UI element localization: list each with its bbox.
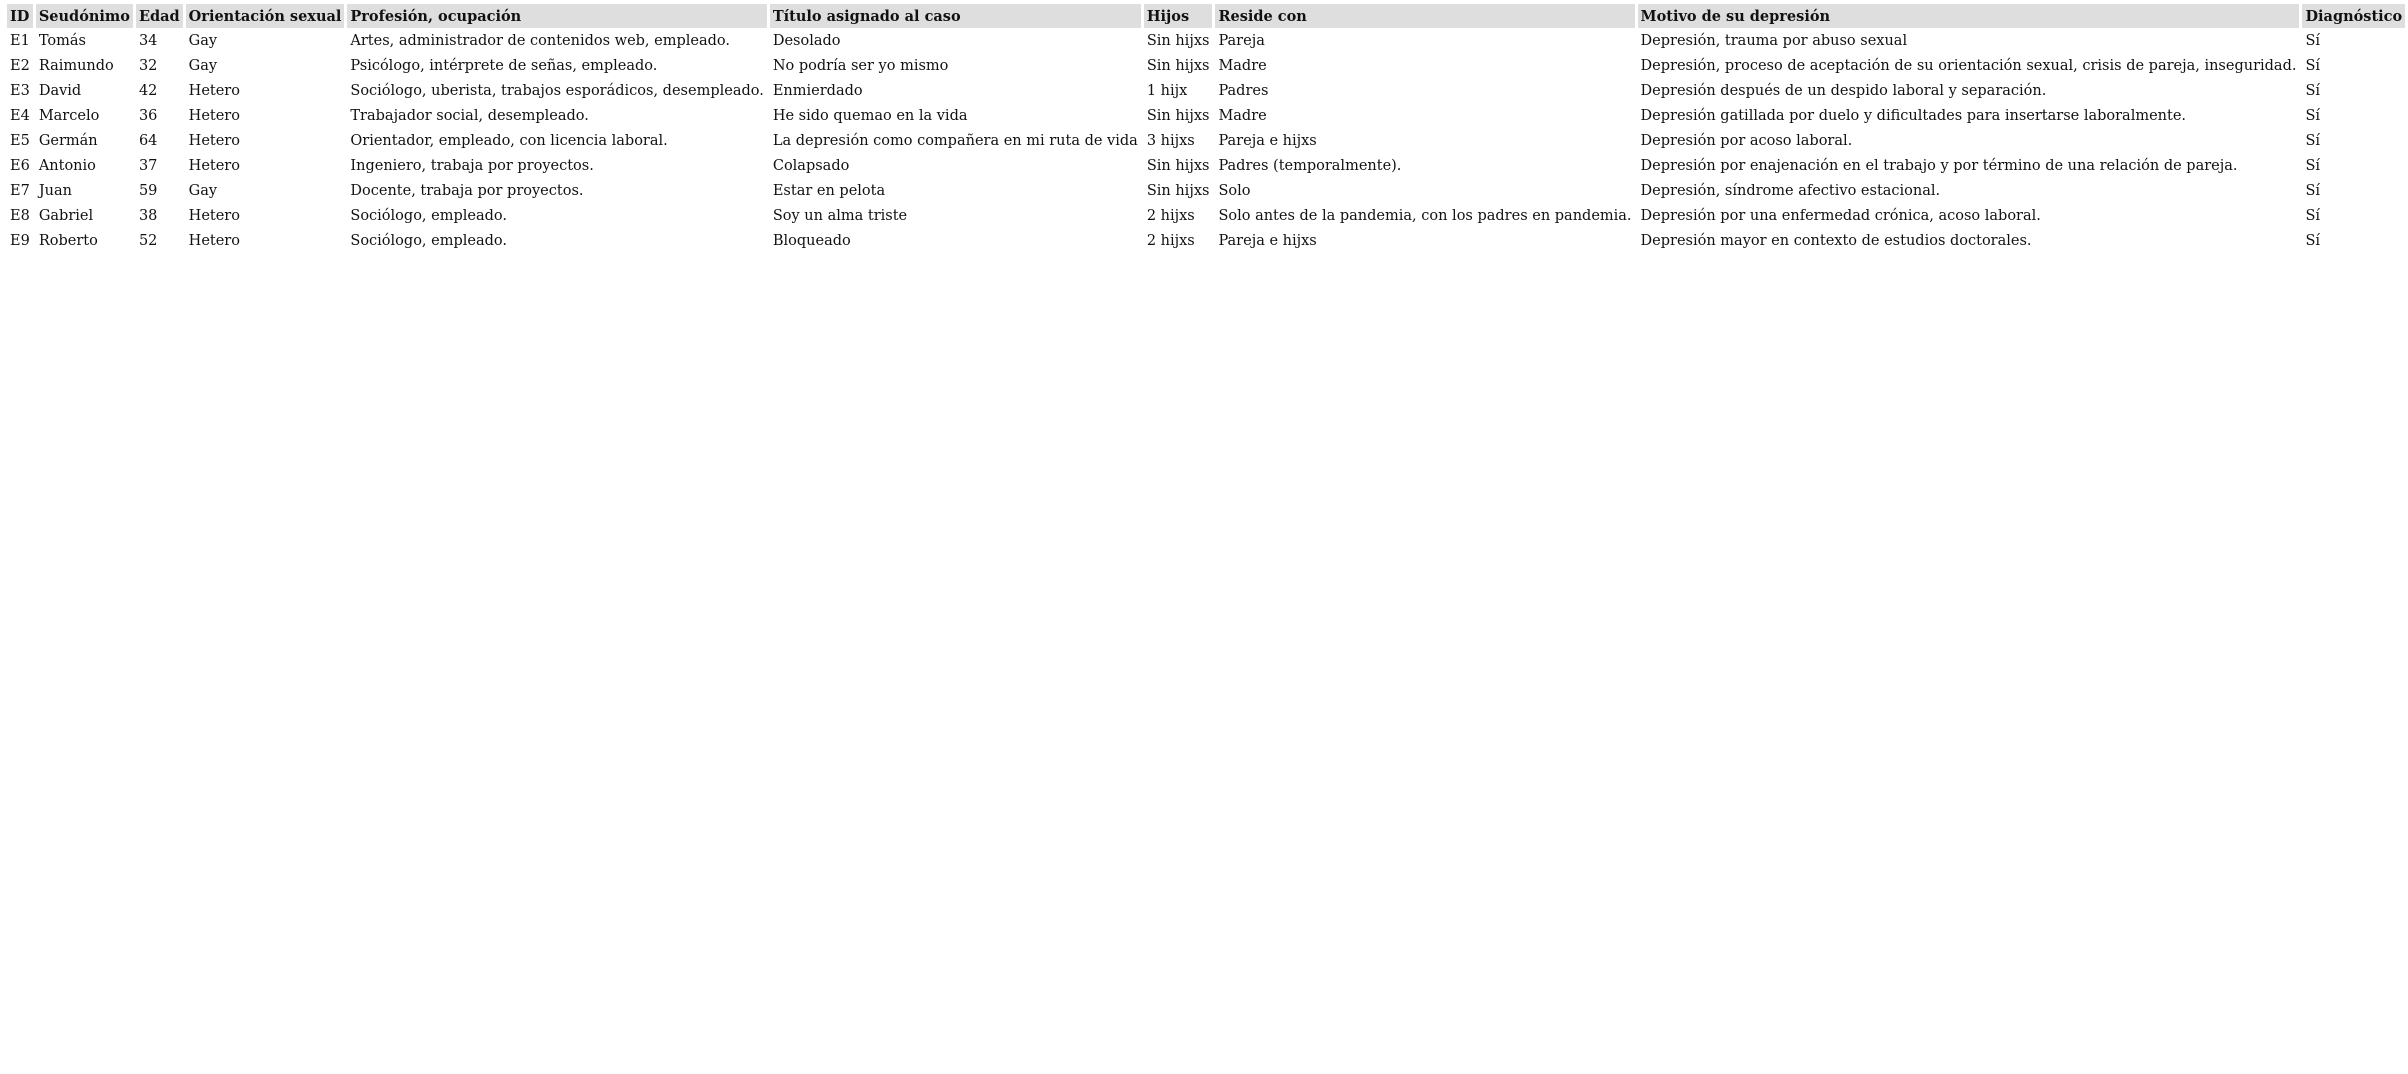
header-row xyxy=(7,4,2405,28)
cell-age: 37 xyxy=(138,157,158,174)
cell-pseudonym: Germán xyxy=(38,132,98,149)
table-row xyxy=(7,28,2405,53)
cell-reason: Depresión, trauma por abuso sexual xyxy=(1640,32,1908,49)
header-children: Hijos xyxy=(1144,4,1213,28)
cell-orientation: Hetero xyxy=(188,82,240,99)
header-reason: Motivo de su depresión xyxy=(1638,4,2300,28)
table-row xyxy=(7,153,2405,178)
cell-id: E9 xyxy=(10,232,30,249)
cell-children: Sin hijxs xyxy=(1146,57,1210,74)
cell-reason: Depresión, síndrome afectivo estacional. xyxy=(1640,182,1941,199)
cell-case-title: Enmierdado xyxy=(772,82,863,99)
cell-id: E2 xyxy=(10,57,30,74)
cell-orientation: Gay xyxy=(188,182,218,199)
cell-reason: Depresión, proceso de aceptación de su orientación sexual, crisis de pareja, inseguridad. xyxy=(1640,57,2297,74)
cell-lives-with: Pareja e hijxs xyxy=(1218,232,1317,249)
cell-pseudonym: Antonio xyxy=(38,157,96,174)
cell-lives-with: Padres (temporalmente). xyxy=(1218,157,1402,174)
cell-id: E1 xyxy=(10,32,30,49)
cell-case-title: Colapsado xyxy=(772,157,850,174)
cell-reason: Depresión mayor en contexto de estudios doctorales. xyxy=(1640,232,2032,249)
cell-children: Sin hijxs xyxy=(1146,157,1210,174)
cell-pseudonym: Juan xyxy=(38,182,72,199)
cell-orientation: Hetero xyxy=(188,207,240,224)
cell-lives-with: Solo antes de la pandemia, con los padres en pandemia. xyxy=(1218,207,1632,224)
header-lives-with: Reside con xyxy=(1215,4,1634,28)
cell-orientation: Hetero xyxy=(188,132,240,149)
header-age: Edad xyxy=(136,4,183,28)
cell-profession: Docente, trabaja por proyectos. xyxy=(350,182,584,199)
cell-orientation: Gay xyxy=(188,32,218,49)
cell-children: 1 hijx xyxy=(1146,82,1188,99)
cell-profession: Orientador, empleado, con licencia laboral. xyxy=(350,132,668,149)
cell-case-title: No podría ser yo mismo xyxy=(772,57,949,74)
cell-orientation: Gay xyxy=(188,57,218,74)
table-row xyxy=(7,203,2405,228)
cell-children: 2 hijxs xyxy=(1146,232,1195,249)
cell-pseudonym: Roberto xyxy=(38,232,98,249)
cell-lives-with: Padres xyxy=(1218,82,1269,99)
table-row xyxy=(7,78,2405,103)
cell-age: 38 xyxy=(138,207,158,224)
cell-case-title: Bloqueado xyxy=(772,232,851,249)
cell-reason: Depresión por enajenación en el trabajo y por término de una relación de pareja. xyxy=(1640,157,2238,174)
cell-diagnosis: Sí xyxy=(2305,57,2321,74)
table-body xyxy=(7,28,2405,253)
cell-profession: Artes, administrador de contenidos web, empleado. xyxy=(350,32,730,49)
cell-case-title: Desolado xyxy=(772,32,841,49)
page xyxy=(0,0,2403,253)
cell-age: 52 xyxy=(138,232,158,249)
cell-pseudonym: David xyxy=(38,82,82,99)
table-row xyxy=(7,228,2405,253)
cell-id: E4 xyxy=(10,107,30,124)
cell-orientation: Hetero xyxy=(188,157,240,174)
cell-diagnosis: Sí xyxy=(2305,207,2321,224)
cell-age: 34 xyxy=(138,32,158,49)
cell-id: E8 xyxy=(10,207,30,224)
cell-diagnosis: Sí xyxy=(2305,132,2321,149)
cell-children: 2 hijxs xyxy=(1146,207,1195,224)
table-row xyxy=(7,128,2405,153)
header-profession: Profesión, ocupación xyxy=(347,4,766,28)
cell-age: 42 xyxy=(138,82,158,99)
table-header xyxy=(7,4,2405,28)
cell-age: 64 xyxy=(138,132,158,149)
cell-orientation: Hetero xyxy=(188,232,240,249)
cell-diagnosis: Sí xyxy=(2305,107,2321,124)
cell-reason: Depresión gatillada por duelo y dificultades para insertarse laboralmente. xyxy=(1640,107,2187,124)
cell-lives-with: Pareja e hijxs xyxy=(1218,132,1317,149)
cell-lives-with: Pareja xyxy=(1218,32,1265,49)
table-row xyxy=(7,53,2405,78)
header-id: ID xyxy=(7,4,33,28)
cell-children: 3 hijxs xyxy=(1146,132,1195,149)
cell-age: 36 xyxy=(138,107,158,124)
cell-profession: Sociólogo, uberista, trabajos esporádicos, desempleado. xyxy=(350,82,764,99)
cell-lives-with: Madre xyxy=(1218,57,1267,74)
cell-profession: Psicólogo, intérprete de señas, empleado. xyxy=(350,57,658,74)
cell-case-title: Estar en pelota xyxy=(772,182,886,199)
cell-children: Sin hijxs xyxy=(1146,107,1210,124)
cell-profession: Sociólogo, empleado. xyxy=(350,232,507,249)
cell-pseudonym: Marcelo xyxy=(38,107,100,124)
cell-diagnosis: Sí xyxy=(2305,232,2321,249)
cell-reason: Depresión por una enfermedad crónica, acoso laboral. xyxy=(1640,207,2041,224)
cell-profession: Ingeniero, trabaja por proyectos. xyxy=(350,157,594,174)
cell-children: Sin hijxs xyxy=(1146,32,1210,49)
cell-pseudonym: Tomás xyxy=(38,32,86,49)
cell-children: Sin hijxs xyxy=(1146,182,1210,199)
cell-case-title: La depresión como compañera en mi ruta de vida xyxy=(772,132,1138,149)
cell-case-title: Soy un alma triste xyxy=(772,207,908,224)
cell-id: E5 xyxy=(10,132,30,149)
cell-diagnosis: Sí xyxy=(2305,32,2321,49)
cell-age: 32 xyxy=(138,57,158,74)
cell-id: E7 xyxy=(10,182,30,199)
cell-reason: Depresión después de un despido laboral y separación. xyxy=(1640,82,2047,99)
cell-profession: Trabajador social, desempleado. xyxy=(350,107,589,124)
participants-table xyxy=(4,4,2408,253)
cell-lives-with: Solo xyxy=(1218,182,1251,199)
cell-diagnosis: Sí xyxy=(2305,157,2321,174)
cell-orientation: Hetero xyxy=(188,107,240,124)
table-row xyxy=(7,103,2405,128)
table-row xyxy=(7,178,2405,203)
cell-pseudonym: Raimundo xyxy=(38,57,114,74)
cell-id: E3 xyxy=(10,82,30,99)
cell-pseudonym: Gabriel xyxy=(38,207,94,224)
cell-case-title: He sido quemao en la vida xyxy=(772,107,968,124)
cell-profession: Sociólogo, empleado. xyxy=(350,207,507,224)
cell-lives-with: Madre xyxy=(1218,107,1267,124)
cell-id: E6 xyxy=(10,157,30,174)
cell-diagnosis: Sí xyxy=(2305,182,2321,199)
header-case-title: Título asignado al caso xyxy=(770,4,1141,28)
header-diagnosis: Diagnóstico xyxy=(2302,4,2405,28)
cell-reason: Depresión por acoso laboral. xyxy=(1640,132,1853,149)
header-pseudonym: Seudónimo xyxy=(36,4,133,28)
header-orientation: Orientación sexual xyxy=(186,4,345,28)
cell-diagnosis: Sí xyxy=(2305,82,2321,99)
cell-age: 59 xyxy=(138,182,158,199)
